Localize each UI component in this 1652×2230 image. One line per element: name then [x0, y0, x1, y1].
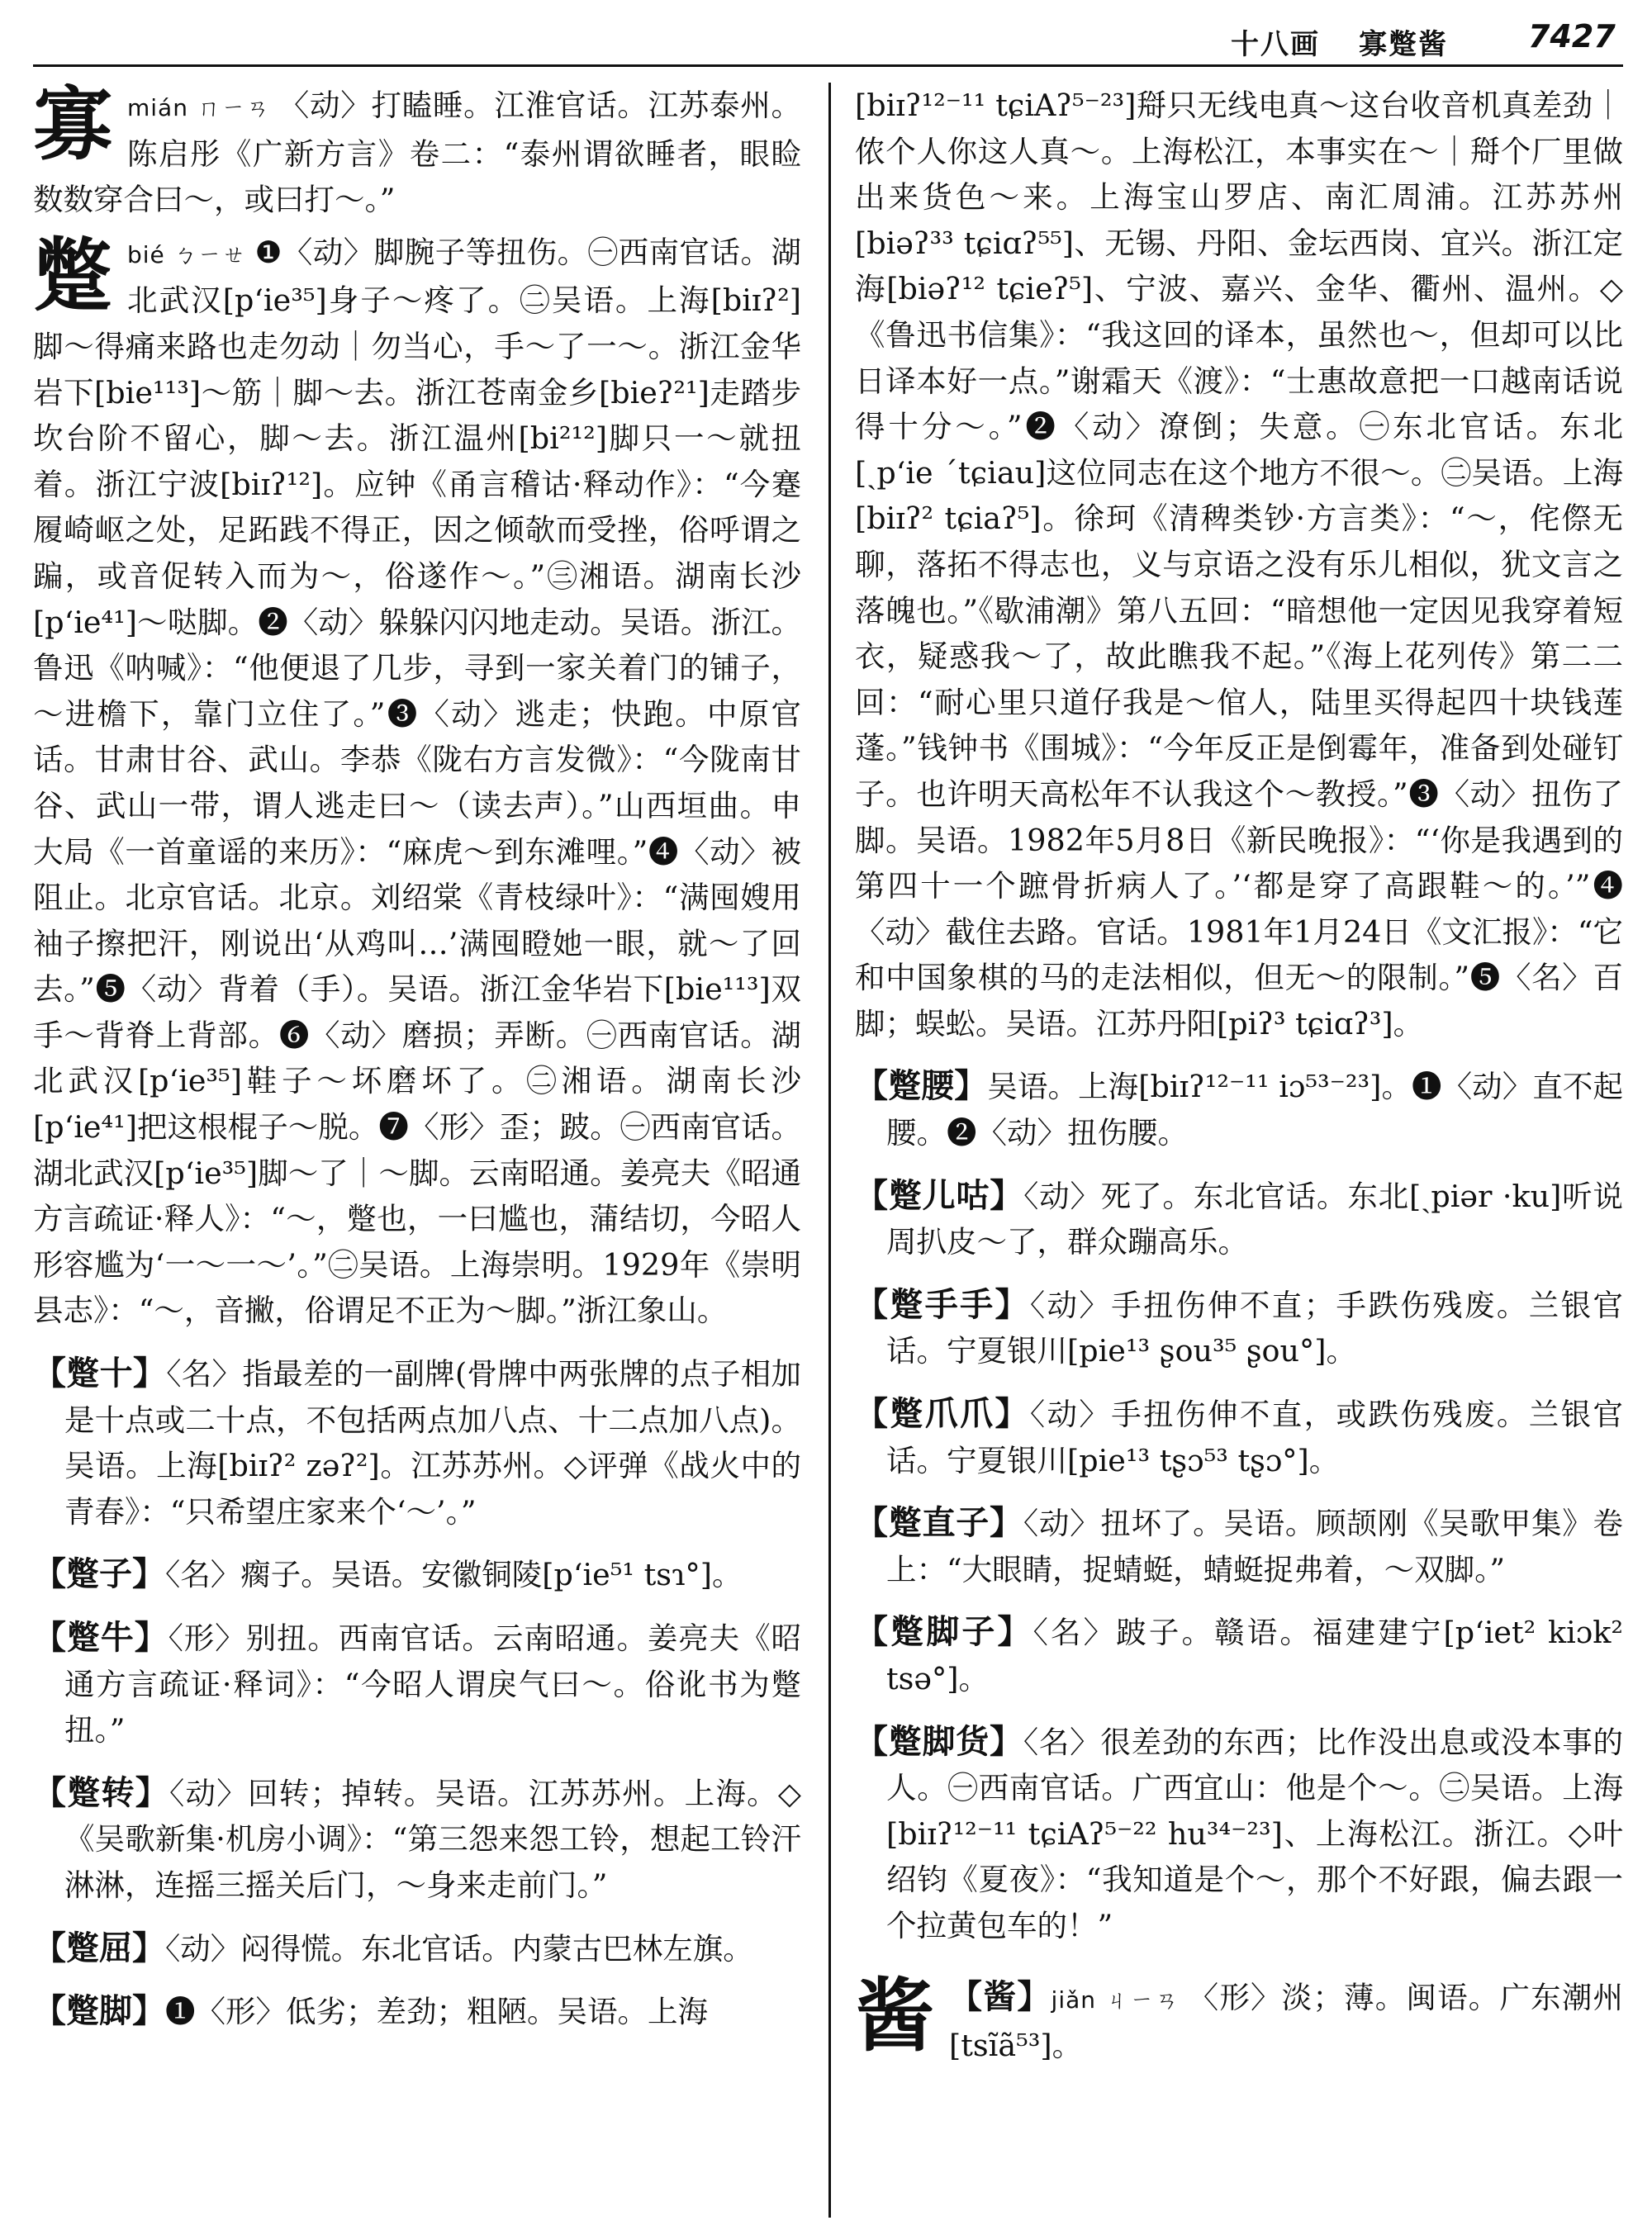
- sub-entry-body: 〈名〉瘸子。吴语。安徽铜陵[p‘ie⁵¹ tsɿ°]。: [165, 1557, 743, 1593]
- sub-entry-body: 〈动〉闷得慌。东北官话。内蒙古巴林左旗。: [165, 1930, 753, 1967]
- sub-entry-body: 吴语。上海[biɪʔ¹²⁻¹¹ iɔ⁵³⁻²³]。❶〈动〉直不起腰。❷〈动〉扭伤腰。: [886, 1069, 1624, 1151]
- sub-entry-body: 〈名〉很差劲的东西；比作没出息或没本事的人。㊀西南官话。广西宜山：他是个～。㊁吴语。上海[biɪʔ¹²⁻¹¹ tɕiAʔ⁵⁻²² hu³⁴⁻²³]、上海松江。浙江。◇叶绍钧《夏夜》：“我知道是个～，那个不好跟，偏去跟一个拉黄包车的！”: [886, 1724, 1624, 1943]
- sub-entry: [33, 1988, 801, 2035]
- sub-entry-body: 〈动〉回转；掉转。吴语。江苏苏州。上海。◇《吴歌新集·机房小调》：“第三怨来怨工铃，想起工铃汗淋淋，连摇三摇关后门，～身来走前门。”: [64, 1775, 801, 1903]
- entry-body: 〈形〉淡；薄。闽语。广东潮州[tsĩã⁵³]。: [949, 1979, 1623, 2064]
- sub-headword: 【蹩手手】: [855, 1284, 1030, 1324]
- sub-headword: 【蹩爪爪】: [855, 1394, 1030, 1434]
- sub-headword: 【蹩儿咕】: [855, 1175, 1024, 1215]
- sub-entry-body: 〈形〉别扭。西南官话。云南昭通。姜亮夫《昭通方言疏证·释词》：“今昭人谓戾气曰～。俗讹书为蹩扭。”: [64, 1620, 801, 1748]
- headword-pinyin: bié ㄅㄧㄝ: [127, 240, 247, 268]
- sub-headword: 【蹩脚货】: [855, 1721, 1023, 1761]
- entry-mian: [33, 78, 801, 223]
- sub-entry: [855, 1173, 1623, 1265]
- headword-char: 酱: [855, 1968, 934, 2062]
- page-header: [0, 0, 1652, 66]
- sub-entry: [855, 1063, 1623, 1155]
- sub-entry-body: 〈动〉扭坏了。吴语。顾颉刚《吴歌甲集》卷上：“大眼睛，捉蜻蜓，蜻蜓捉弗着，～双脚。”: [886, 1506, 1624, 1587]
- entry-continuation: [biɪʔ¹²⁻¹¹ tɕiAʔ⁵⁻²³]搿只无线电真～这台收音机真差劲｜侬个人你这人真～。上海松江，本事实在～｜搿个厂里做出来货色～来。上海宝山罗店、南汇周浦。江苏苏州[biəʔ³³ tɕiɑʔ⁵⁵]、无锡、丹阳、金坛西岗、宜兴。浙江定海[biəʔ¹² tɕieʔ⁵]、宁波、嘉兴、金华、衢州、温州。◇《鲁迅书信集》：“我这回的译本，虽然也～，但却可以比日译本好一点。”谢霜天《渡》：“士惠故意把一口越南话说得十分～。”❷〈动〉潦倒；失意。㊀东北官话。东北[ˏp‘ie ˊtɕiau]这位同志在这个地方不很～。㊁吴语。上海[biɪʔ² tɕiaʔ⁵]。徐珂《清稗类钞·方言类》：“～，侘傺无聊，落拓不得志也，义与京语之没有乐儿相似，犹文言之落魄也。”《歇浦潮》第八五回：“暗想他一定因见我穿着短衣，疑惑我～了，故此瞧我不起。”《海上花列传》第二二回：“耐心里只道仔我是～倌人，陆里买得起四十块钱莲蓬。”钱钟书《围城》：“今年反正是倒霉年，准备到处碰钉子。也许明天高松年不认我这个～教授。”❸〈动〉扭伤了脚。吴语。1982年5月8日《新民晚报》：“‘你是我遇到的第四十一个蹠骨折病人了。’‘都是穿了高跟鞋～的。’”❹〈动〉截住去路。官话。1981年1月24日《文汇报》：“它和中国象棋的马的走法相似，但无～的限制。”❺〈名〉百脚；蜈蚣。吴语。江苏丹阳[piʔ³ tɕiɑʔ³]。: [855, 88, 1623, 1041]
- sub-headword: 【蹩子】: [33, 1554, 165, 1594]
- sub-entry: [33, 1551, 801, 1598]
- sub-headword: 【蹩脚】: [33, 1991, 165, 2031]
- header-page-number: 7427: [1528, 18, 1616, 55]
- headword-char: 寡: [33, 78, 112, 171]
- sub-entry-body: 〈动〉死了。东北官话。东北[ˏpiər ·ku]听说周扒皮～了，群众蹦高乐。: [886, 1178, 1623, 1260]
- sub-entry: [33, 1615, 801, 1753]
- sub-entry-body: ❶〈形〉低劣；差劲；粗陋。吴语。上海: [165, 1994, 708, 2030]
- sub-entry: [855, 1391, 1623, 1483]
- entry-bie: [33, 230, 801, 1334]
- sub-headword: 【蹩牛】: [33, 1618, 169, 1657]
- sub-entry: [33, 1350, 801, 1535]
- sub-headword: 【蹩十】: [33, 1354, 167, 1393]
- sub-entry-body: 〈名〉跛子。赣语。福建建宁[p‘iet² kiɔk² tsə°]。: [886, 1615, 1623, 1696]
- sub-entry: [855, 1500, 1623, 1592]
- entry-body: ❶〈动〉脚腕子等扭伤。㊀西南官话。湖北武汉[p‘ie³⁵]身子～疼了。㊁吴语。上海[biɪʔ²]脚～得痛来路也走勿动｜勿当心，手～了一～。浙江金华岩下[bie¹¹³]～筋｜脚～去。浙江苍南金乡[bieʔ²¹]走踏步坎台阶不留心，脚～去。浙江温州[bi²¹²]脚只一～就扭着。浙江宁波[biɪʔ¹²]。应钟《甬言稽诂·释动作》：“今蹇履崎岖之处，足跖践不得正，因之倾欹而受挫，俗呼谓之蹁，或音促转入而为～，俗遂作～。”㊂湘语。湖南长沙[p‘ie⁴¹]～哒脚。❷〈动〉躲躲闪闪地走动。吴语。浙江。鲁迅《呐喊》：“他便退了几步，寻到一家关着门的铺子，～进檐下，靠门立住了。”❸〈动〉逃走；快跑。中原官话。甘肃甘谷、武山。李恭《陇右方言发微》：“今陇南甘谷、武山一带，谓人逃走曰～（读去声）。”山西垣曲。申大局《一首童谣的来历》：“麻虎～到东滩哩。”❹〈动〉被阻止。北京官话。北京。刘绍棠《青枝绿叶》：“满囤嫂用袖子擦把汗，刚说出‘从鸡叫…’满囤瞪她一眼，就～了回去。”❺〈动〉背着（手）。吴语。浙江金华岩下[bie¹¹³]双手～背脊上背部。❻〈动〉磨损；弄断。㊀西南官话。湖北武汉[p‘ie³⁵]鞋子～坏磨坏了。㊁湘语。湖南长沙[p‘ie⁴¹]把这根棍子～脱。❼〈形〉歪；跛。㊀西南官话。湖北武汉[p‘ie³⁵]脚～了｜～脚。云南昭通。姜亮夫《昭通方言疏证·释人》：“～，蹩也，一曰尴也，蒲结切，今昭人形容尴为‘一～一～’。”㊁吴语。上海崇明。1929年《崇明县志》：“～，音撇，俗谓足不正为～脚。”浙江象山。: [33, 234, 801, 1329]
- sub-entry-body: 〈动〉手扭伤伸不直，或跌伤残废。兰银官话。宁夏银川[pie¹³ tʂɔ⁵³ tʂɔ°]。: [886, 1397, 1624, 1478]
- sub-entry: [855, 1719, 1623, 1949]
- entry-jian: [855, 1968, 1623, 2069]
- entry-body: 〈动〉打瞌睡。江淮官话。江苏泰州。陈启彤《广新方言》卷二：“泰州谓欲睡者，眼睑数数穿合曰～，或曰打～。”: [33, 88, 801, 218]
- sub-headword: 【蹩转】: [33, 1772, 170, 1812]
- sub-entry: [855, 1609, 1623, 1701]
- headword-char: 蹩: [33, 228, 112, 322]
- sub-entry-body: 〈名〉指最差的一副牌(骨牌中两张牌的点子相加是十点或二十点，不包括两点加八点、十二点加八点)。吴语。上海[biɪʔ² zəʔ²]。江苏苏州。◇评弹《战火中的青春》：“只希望庄家来个‘～’。”: [64, 1356, 801, 1530]
- sub-headword: 【蹩脚子】: [855, 1612, 1033, 1652]
- sub-entry: [33, 1925, 801, 1972]
- left-column: [33, 78, 801, 2035]
- sub-entry: [855, 1282, 1623, 1374]
- header-headwords: 寡蹩酱: [1359, 28, 1448, 61]
- header-section: 十八画: [1231, 28, 1320, 61]
- headword-pinyin: mián ㄇㄧㄢ: [127, 94, 271, 121]
- right-column: [855, 83, 1623, 2076]
- headword-bracketed: 【酱】: [949, 1976, 1051, 2016]
- sub-headword: 【蹩腰】: [855, 1066, 988, 1106]
- sub-headword: 【蹩屈】: [33, 1928, 165, 1967]
- sub-entry: [33, 1770, 801, 1909]
- sub-headword: 【蹩直子】: [855, 1503, 1023, 1543]
- column-divider: [828, 83, 831, 2218]
- header-rule: [33, 64, 1623, 67]
- headword-pinyin: jiǎn ㄐㄧㄢ: [1051, 1986, 1180, 2014]
- sub-entry-body: 〈动〉手扭伤伸不直；手跌伤残废。兰银官话。宁夏银川[pie¹³ ʂou³⁵ ʂou°]。: [886, 1287, 1624, 1369]
